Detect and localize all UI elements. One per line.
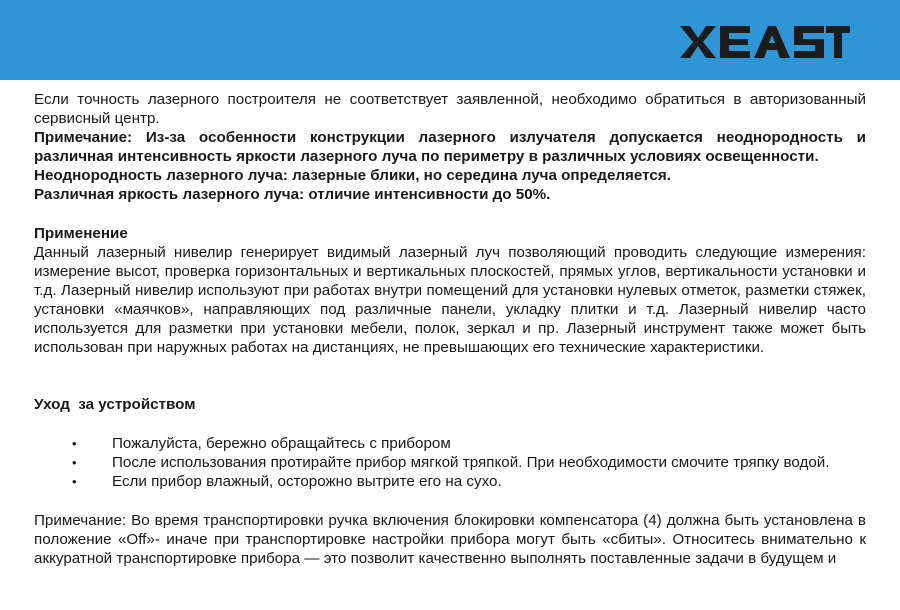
list-item: • После использования протирайте прибор мягкой тряпкой. При необходимости смочите тряпку водой. [72,454,830,471]
beam-nonuniformity-line: Неоднородность лазерного луча: лазерные блики, но середина луча определяется. [34,167,671,184]
accuracy-paragraph: Если точность лазерного построителя не соответствует заявленной, необходимо обратиться в авторизованный сервисный центр. [34,91,866,127]
list-item: • Пожалуйста, бережно обращайтесь с прибором [72,435,451,452]
header-bar [0,0,900,80]
application-paragraph: Данный лазерный нивелир генерирует видимый лазерный луч позволяющий проводить следующие измерения: измерение высот, проверка горизонтальных и вертикальных плоскостей, прямых углов, вертикальности установки и т.д. Лазерный нивелир используют при работах внутри помещений для установки нулевых отметок, разметки стяжек, установки «маячков», направляющих под различные панели, укладку плитки и т.д. Лазерный нивелир часто используется для разметки при установки мебели, полок, зеркал и пр. Лазерный инструмент также может быть использован при наружных работах на дистанциях, не превышающих его технические характеристики. [34,244,866,356]
care-heading: Уход за устройством [34,396,196,413]
care-list [34,434,866,491]
transport-note-paragraph: Примечание: Во время транспортировки ручка включения блокировки компенсатора (4) должна быть установлена в положение «Off»- иначе при транспортировке настройки прибора могут быть «сбиты». Относитесь внимательно к аккуратной транспортировке прибора — это позволит качественно выполнять поставленные задачи в будущем и [34,512,866,567]
document-body [34,90,866,568]
list-item: • Если прибор влажный, осторожно вытрите его на сухо. [72,473,502,490]
beam-brightness-line: Различная яркость лазерного луча: отличие интенсивности до 50%. [34,186,551,203]
application-heading: Применение [34,225,128,242]
xeast-logo [676,22,850,62]
beam-note-paragraph: Примечание: Из-за особенности конструкции лазерного излучателя допускается неоднородность и различная интенсивность яркости лазерного луча по периметру в различных условиях освещенности. [34,129,866,165]
